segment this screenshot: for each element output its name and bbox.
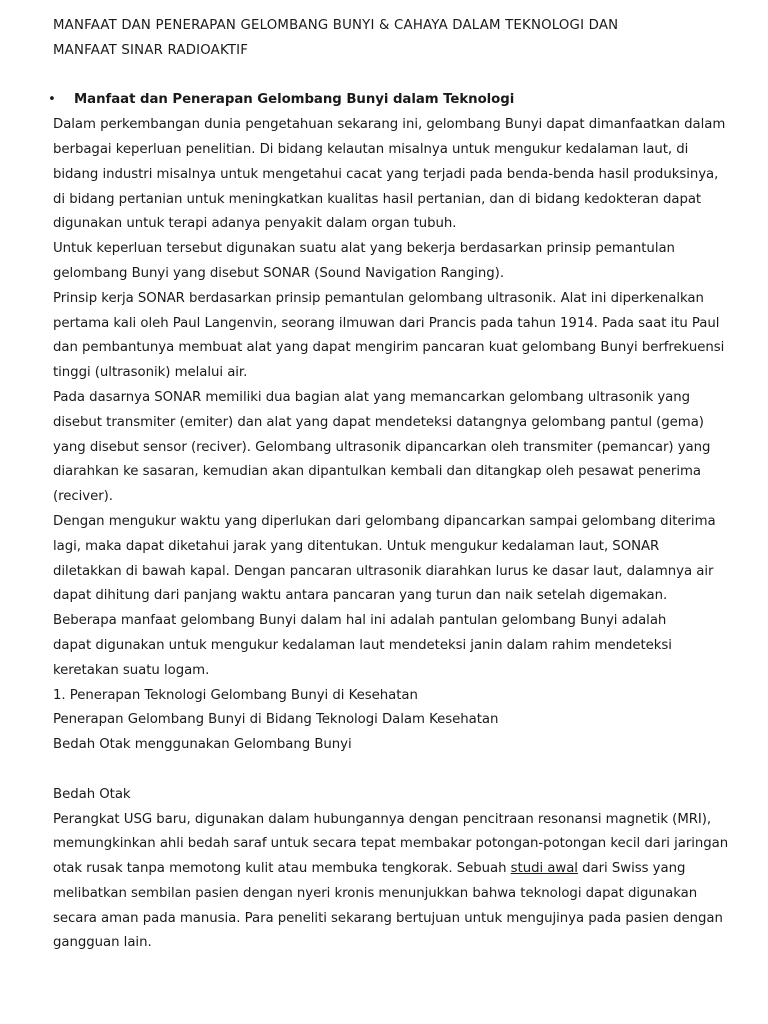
text-line: disebut transmiter (emiter) dan alat yang dapat mendeteksi datangnya gelombang pantul (gema) [53, 414, 704, 430]
text-line: bidang industri misalnya untuk mengetahui cacat yang terjadi pada benda-benda hasil produksinya, [53, 166, 719, 182]
text-line: di bidang pertanian untuk meningkatkan kualitas hasil pertanian, dan di bidang kedokteran dapat [53, 191, 702, 207]
spacer [53, 64, 765, 89]
text-line: diletakkan di bawah kapal. Dengan pancaran ultrasonik diarahkan lurus ke dasar laut, dalamnya air [53, 563, 714, 579]
text-line: secara aman pada manusia. Para peneliti sekarang bertujuan untuk mengujinya pada pasien dengan [53, 910, 723, 926]
text-line: memungkinkan ahli bedah saraf untuk secara tepat membakar potongan-potongan kecil dari jaringan [53, 836, 729, 852]
text-line: tinggi (ultrasonik) melalui air. [53, 365, 248, 381]
text-line: melibatkan sembilan pasien dengan nyeri kronis menunjukkan bahwa teknologi dapat digunakan [53, 885, 698, 901]
text-line: digunakan untuk terapi adanya penyakit dalam organ tubuh. [53, 216, 457, 232]
text-line: Beberapa manfaat gelombang Bunyi dalam hal ini adalah pantulan gelombang Bunyi adalah [53, 613, 667, 629]
text-line: dapat dihitung dari panjang waktu antara pancaran yang turun dan naik setelah digemakan. [53, 588, 668, 604]
studi-awal-link[interactable]: studi awal [510, 861, 578, 877]
text-line: Pada dasarnya SONAR memiliki dua bagian alat yang memancarkan gelombang ultrasonik yang [53, 389, 691, 405]
text-line: diarahkan ke sasaran, kemudian akan dipantulkan kembali dan ditangkap oleh pesawat penerima [53, 464, 701, 480]
text-line-with-link [53, 857, 765, 882]
text-line: Bedah Otak [53, 786, 131, 802]
text-line: berbagai keperluan penelitian. Di bidang kelautan misalnya untuk mengukur kedalaman laut, di [53, 141, 689, 157]
text-before-link: otak rusak tanpa memotong kulit atau membuka tengkorak. Sebuah [53, 861, 507, 877]
body-paragraphs-c [53, 882, 765, 956]
text-after-link: dari Swiss yang [577, 861, 686, 877]
text-line: keretakan suatu logam. [53, 662, 210, 678]
document-page [53, 14, 765, 956]
text-line: gangguan lain. [53, 935, 152, 951]
text-line: gelombang Bunyi yang disebut SONAR (Sound Navigation Ranging). [53, 265, 505, 281]
text-line: (reciver). [53, 489, 113, 505]
text-line: Bedah Otak menggunakan Gelombang Bunyi [53, 737, 352, 753]
text-line: yang disebut sensor (reciver). Gelombang ultrasonik dipancarkan oleh transmiter (pemancar) yang [53, 439, 711, 455]
spacer [53, 758, 765, 783]
text-line: Perangkat USG baru, digunakan dalam hubungannya dengan pencitraan resonansi magnetik (MRI), [53, 811, 712, 827]
text-line: Prinsip kerja SONAR berdasarkan prinsip pemantulan gelombang ultrasonik. Alat ini diperkenalkan [53, 290, 704, 306]
text-line: lagi, maka dapat diketahui jarak yang ditentukan. Untuk mengukur kedalaman laut, SONAR [53, 538, 660, 554]
document-title-line-2: MANFAAT SINAR RADIOAKTIF [53, 42, 249, 58]
text-line: pertama kali oleh Paul Langenvin, seorang ilmuwan dari Prancis pada tahun 1914. Pada saat itu Paul [53, 315, 720, 331]
text-line: dan pembantunya membuat alat yang dapat mengirim pancaran kuat gelombang Bunyi berfrekuensi [53, 340, 725, 356]
text-line: 1. Penerapan Teknologi Gelombang Bunyi di Kesehatan [53, 687, 418, 703]
text-line: dapat digunakan untuk mengukur kedalaman laut mendeteksi janin dalam rahim mendeteksi [53, 637, 672, 653]
text-line: Dengan mengukur waktu yang diperlukan dari gelombang dipancarkan sampai gelombang diterima [53, 513, 716, 529]
text-line: Penerapan Gelombang Bunyi di Bidang Teknologi Dalam Kesehatan [53, 712, 499, 728]
text-line: Untuk keperluan tersebut digunakan suatu alat yang bekerja berdasarkan prinsip pemantulan [53, 241, 675, 257]
text-line: Dalam perkembangan dunia pengetahuan sekarang ini, gelombang Bunyi dapat dimanfaatkan dalam [53, 117, 726, 133]
body-paragraphs-a [53, 113, 765, 758]
section-heading: • Manfaat dan Penerapan Gelombang Bunyi dalam Teknologi [53, 88, 765, 113]
body-paragraphs-b [53, 783, 765, 857]
document-title-line-1: MANFAAT DAN PENERAPAN GELOMBANG BUNYI & CAHAYA DALAM TEKNOLOGI DAN [53, 18, 619, 33]
